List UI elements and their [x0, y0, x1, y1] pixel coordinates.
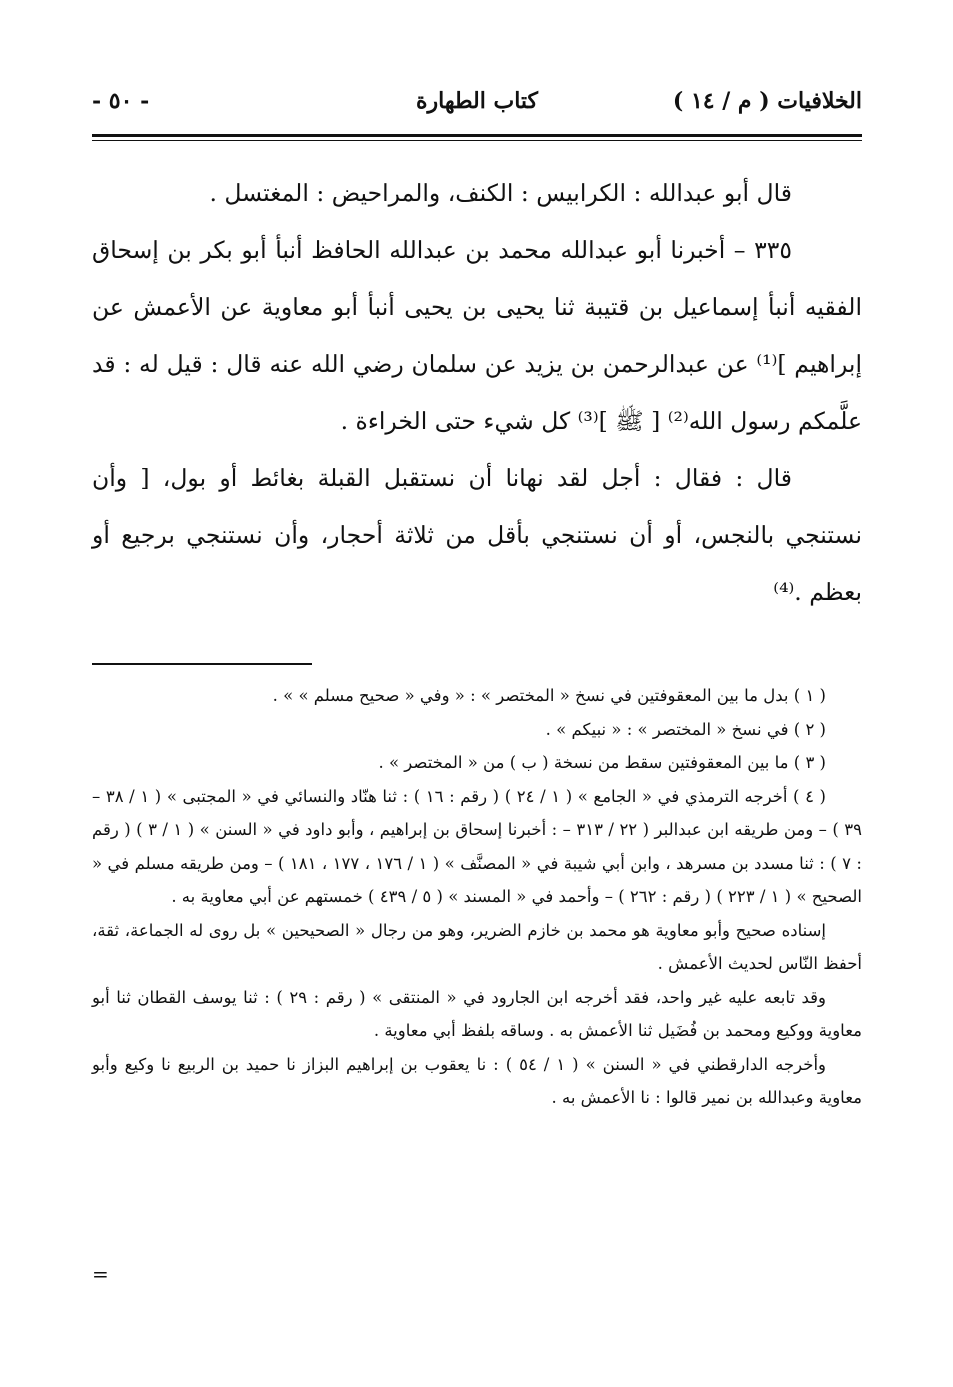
- main-text: [92, 165, 862, 621]
- footnote: ( ٣ ) ما بين المعقوفتين سقط من نسخة ( ب ) من « المختصر » .: [378, 753, 826, 772]
- footnote: ( ١ ) بدل ما بين المعقوفتين في نسخ « المختصر » : « وفي « صحيح مسلم » » .: [272, 686, 826, 705]
- page: [92, 70, 862, 1115]
- footnote-paragraph: وقد تابعه عليه غير واحد، فقد أخرجه ابن الجارود في « المنتقى » ( رقم : ٢٩ ) : ثنا يوسف القطان ثنا أبو معاوية ووكيع ومحمد بن فُضَيل ثنا الأعمش به . وساقه بلفظ أبي معاوية .: [92, 987, 862, 1040]
- paragraph: ٣٣٥ – أخبرنا أبو عبدالله محمد بن عبدالله الحافظ أنبأ أبو بكر بن إسحاق الفقيه أنبأ إسماعيل بن قتيبة ثنا يحيى بن يحيى أنبأ أبو معاوية عن الأعمش عن إبراهيم ]⁽¹⁾ عن عبدالرحمن بن يزيد عن سلمان رضي الله عنه قال : قيل له : قد علَّمكم رسول الله⁽²⁾ [ ﷺ ]⁽³⁾ كل شيء حتى الخراءة .: [92, 236, 862, 435]
- footnote: ( ٢ ) في نسخ « المختصر » : « نبيكم » .: [545, 719, 826, 739]
- section-title: الخلافيات ( م / ١٤ ): [672, 88, 862, 114]
- footnote-paragraph: إسناده صحيح وأبو معاوية هو محمد بن خازم الضرير، وهو من رجال « الصحيحين » بل روى له الجماعة، ثقة، أحفظ النّاس لحديث الأعمش .: [92, 920, 862, 973]
- header-rule-thick: [92, 134, 862, 137]
- header-rule-thin: [92, 140, 862, 141]
- footnote-separator: [92, 663, 312, 665]
- footnote: ( ٤ ) أخرجه الترمذي في « الجامع » ( ١ / ٢٤ ) ( رقم : ١٦ ) : ثنا هنّاد والنسائي في « المجتبى » ( ١ / ٣٨ – ٣٩ ) – ومن طريقه ابن عبدالبر ( ٢٢ / ٣١٣ – : أخبرنا إسحاق بن إبراهيم ، وأبو داود في « السنن » ( ١ / ٣ ) ( رقم : ٧ ) : ثنا مسدد بن مسرهد ، وابن أبي شيبة في « المصنَّف » ( ١ / ١٧٦ ، ١٧٧ ، ١٨١ ) – ومن طريقه مسلم في « الصحيح » ( ١ / ٢٢٣ ) ( رقم : ٢٦٢ ) – وأحمد في « المسند » ( ٥ / ٤٣٩ ) خمستهم عن أبي معاوية به .: [92, 786, 862, 906]
- page-number: - ٥٠ -: [92, 88, 150, 114]
- running-header: [92, 70, 862, 134]
- book-title: كتاب الطهارة: [415, 88, 539, 114]
- footnote-paragraph: وأخرجه الدارقطني في « السنن » ( ١ / ٥٤ ) : نا يعقوب بن إبراهيم البزاز نا حميد بن الربيع نا وكيع وأبو معاوية وعبدالله بن نمير قالوا : نا الأعمش به .: [92, 1054, 862, 1107]
- continuation-mark: =: [92, 1262, 109, 1286]
- paragraph: قال أبو عبدالله : الكرابيس : الكنف، والمراحيض : المغتسل .: [209, 179, 792, 207]
- footnotes: [92, 679, 862, 1115]
- paragraph: قال : فقال : أجل لقد نهانا أن نستقبل القبلة بغائط أو بول، [ وأن نستنجي بالنجس، أو أن نستنجي بأقل من ثلاثة أحجار، وأن نستنجي برجيع أو بعظم .⁽⁴⁾: [92, 464, 862, 606]
